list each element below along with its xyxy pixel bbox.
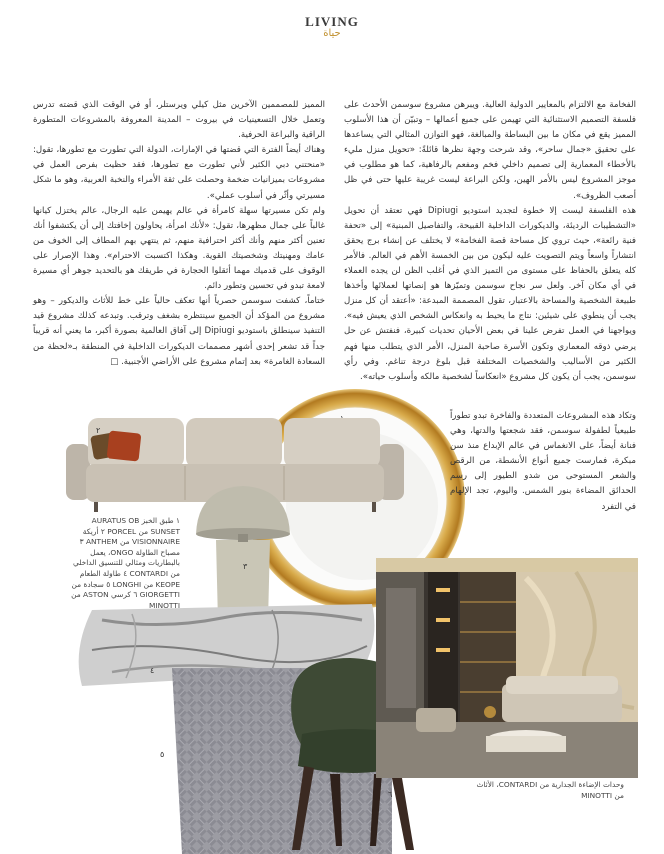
image-number: ٦	[388, 790, 393, 799]
article-column-left	[33, 98, 325, 370]
paragraph: وتكاد هذه المشروعات المتعددة والفاخرة تبدو تطوراً طبيعياً لطفولة سوسمن، فقد شجعتها والدتها، وهي فنانة أيضاً، على الانغماس في عالم الإبداع منذ سن مبكرة، فمارست جميع أنواع الأنشطة، من الرقص والشعر المستوحى من شدو الطيور إلى رسم الحدائق المضاءة بنور الشمس. واليوم، تجد الإلهام في التفرد	[450, 411, 636, 512]
article-column-right-continued	[450, 409, 636, 515]
paragraph: ختاماً، كشفت سوسمن حصرياً أنها تعكف حالياً على خط للأثاث والديكور – وهو مشروع من المؤكد أن الجميع سينتظره بشغف وترقب. وتبدعه كذلك مشروع قيد التنفيذ سينطلق باستوديو Dipiugi إلى آفاق العالمية بصورة أكبر، ما يعني أنه قريباً جداً قد تشعر إحدى أشهر مصممات الديكورات الداخلية في المنطقة بـ«لحظة من السعادة الغامرة» بعد إتمام مشروع على الأراضي الأجنبية. □	[33, 296, 325, 367]
paragraph: ولم تكن مسيرتها سهلة كامرأة في عالم يهيمن عليه الرجال، عالم يختزل كيانها غالباً على جمال مظهرها، تقول: «لأنك امرأة، يحاولون إخافتك إلى أن يكتشفوا أنك تعنين أكثر منهم وأنك أكثر احترافية منهم، ثم ينتهي بهم المطاف إلى الخوف من عامك ومهنيتك وشخصيتك القوية. وهكذا اكتسبت الاحترام». وهذا الإصرار على الوقوف على قدميك مهما أثقلوا الحجارة في طريقك هو بالتحديد جوهر أي مسيرة لامعة تبدو في تحسين وتطور دائم.	[33, 205, 325, 292]
photo-caption: وحدات الإضاءة الجدارية من CONTARDI، الأثاث من MINOTTI	[476, 780, 624, 800]
image-number: ٤	[150, 666, 155, 675]
article-column-right	[344, 98, 636, 385]
living-room-photo	[376, 558, 638, 778]
paragraph: وهناك أيضاً الفترة التي قضتها في الإمارات، الدولة التي تطورت مع تطورها، تقول: «منحتني دبي الكثير لأني تطورت مع تطورها، فقد حظيت بفرص العمل في مشروعات بميزانيات ضخمة وحصلت على ثقة الأمراء والنخبة العربية، وهو ما شكل مسيرتي وأثّر في أسلوب عملي».	[33, 145, 325, 201]
paragraph: هذه الفلسفة ليست إلا خطوة لتجديد استوديو Dipiugi فهي تعتقد أن تحويل «التشطيبات الرديئة، والديكورات الداخلية القبيحة، والتفاصيل المبنية» إلى «تحفة فنية رائعة»، حيث تروي كل مساحة قصة الفخامة» لا يختلف عن إنشاء برج يحقق انتشاراً واسعاً ويتم التصويت عليه ليكون من بين الخمسة الأهم في العالم. فالأمر كله يتعلق بالحفاظ على مستوى من التميز الذي في أغلب الظن لن يجده العملاء في أي مكان آخر. ولعل سر نجاح سوسمن وتميّزها هو إنصاتها لعملائها وأخذها طبيعة الشخصية والمساحة بالاعتبار، تقول المصممة المبدعة: «أعتقد أن كل منزل يجب أن ينطوي على شيئين: نتاج ما يحيط به وانعكاس الشخص الذي يعيش فيه». ويواجهنا في العمل تفرض علينا في بعض الأحيان تحديات كبيرة، فنفتش عن حل يرضي ذوقه المعماري وتكون الأسرة صاحبة المنزل، الأمر الذي يتطلب منها فهم الكثير من الأساليب والشخصيات المختلفة قبل بلوغ درجة تناغم. وفي رأي سوسمن، يجب أن يكون كل مشروع «انعكاساً لشخصية مالكه وأسلوب حياته».	[344, 205, 636, 382]
section-title-en: LIVING	[305, 14, 359, 29]
masthead	[300, 14, 364, 39]
image-number: ٥	[160, 750, 165, 759]
section-title-ar: حياة	[323, 28, 341, 39]
products-caption: ١ طبق الخبز AURATUS OB SUNSET من PORCEL ٢ أريكة VISIONNAIRE من ANTHEM ٣ مصباح الطاولة ONGO، يعمل بالبطاريات ومثالي للتنسيق الداخلي من CONTARDI ٤ طاولة الطعام KEOPE من LONGHI ٥ سجادة من GIORGETTI ٦ كرسي ASTON من MINOTTI	[71, 516, 180, 610]
image-number: ٣	[243, 562, 248, 571]
paragraph: المميز للمصممين الآخرين مثل كيلي ويرستلر، أو في الوقت الذي قضته تدرس وتعمل خلال التسعينيات في بيروت – المدينة المعروفة بالمشروعات المتطورة الراقية والبراعة الحرفية.	[33, 100, 325, 141]
image-number: ٢	[96, 426, 101, 435]
paragraph: الفخامة مع الالتزام بالمعايير الدولية العالية. ويبرهن مشروع سوسمن الأحدث على فلسفة التصميم الاستثنائية التي تهيمن على جميع أعمالها – وتبيّن أن هذا الأسلوب المميز يقع في مكان ما بين البساطة والمبالغة، فهو التوازن المثالي التي يساعدها على تحقيق «جمال ساحر»، وقد شرحت وجهة نظرها قائلةً: «تحويل منزل مليء بالأخطاء المعمارية إلى تصميم داخلي فخم ومفعم بالرفاهية، كما هو مطلوب في موجز المشروع ليس بالأمر الهين، ولكن البراعة ليست غريبة عليها حتى في ظل أصعب الظروف».	[344, 100, 636, 201]
